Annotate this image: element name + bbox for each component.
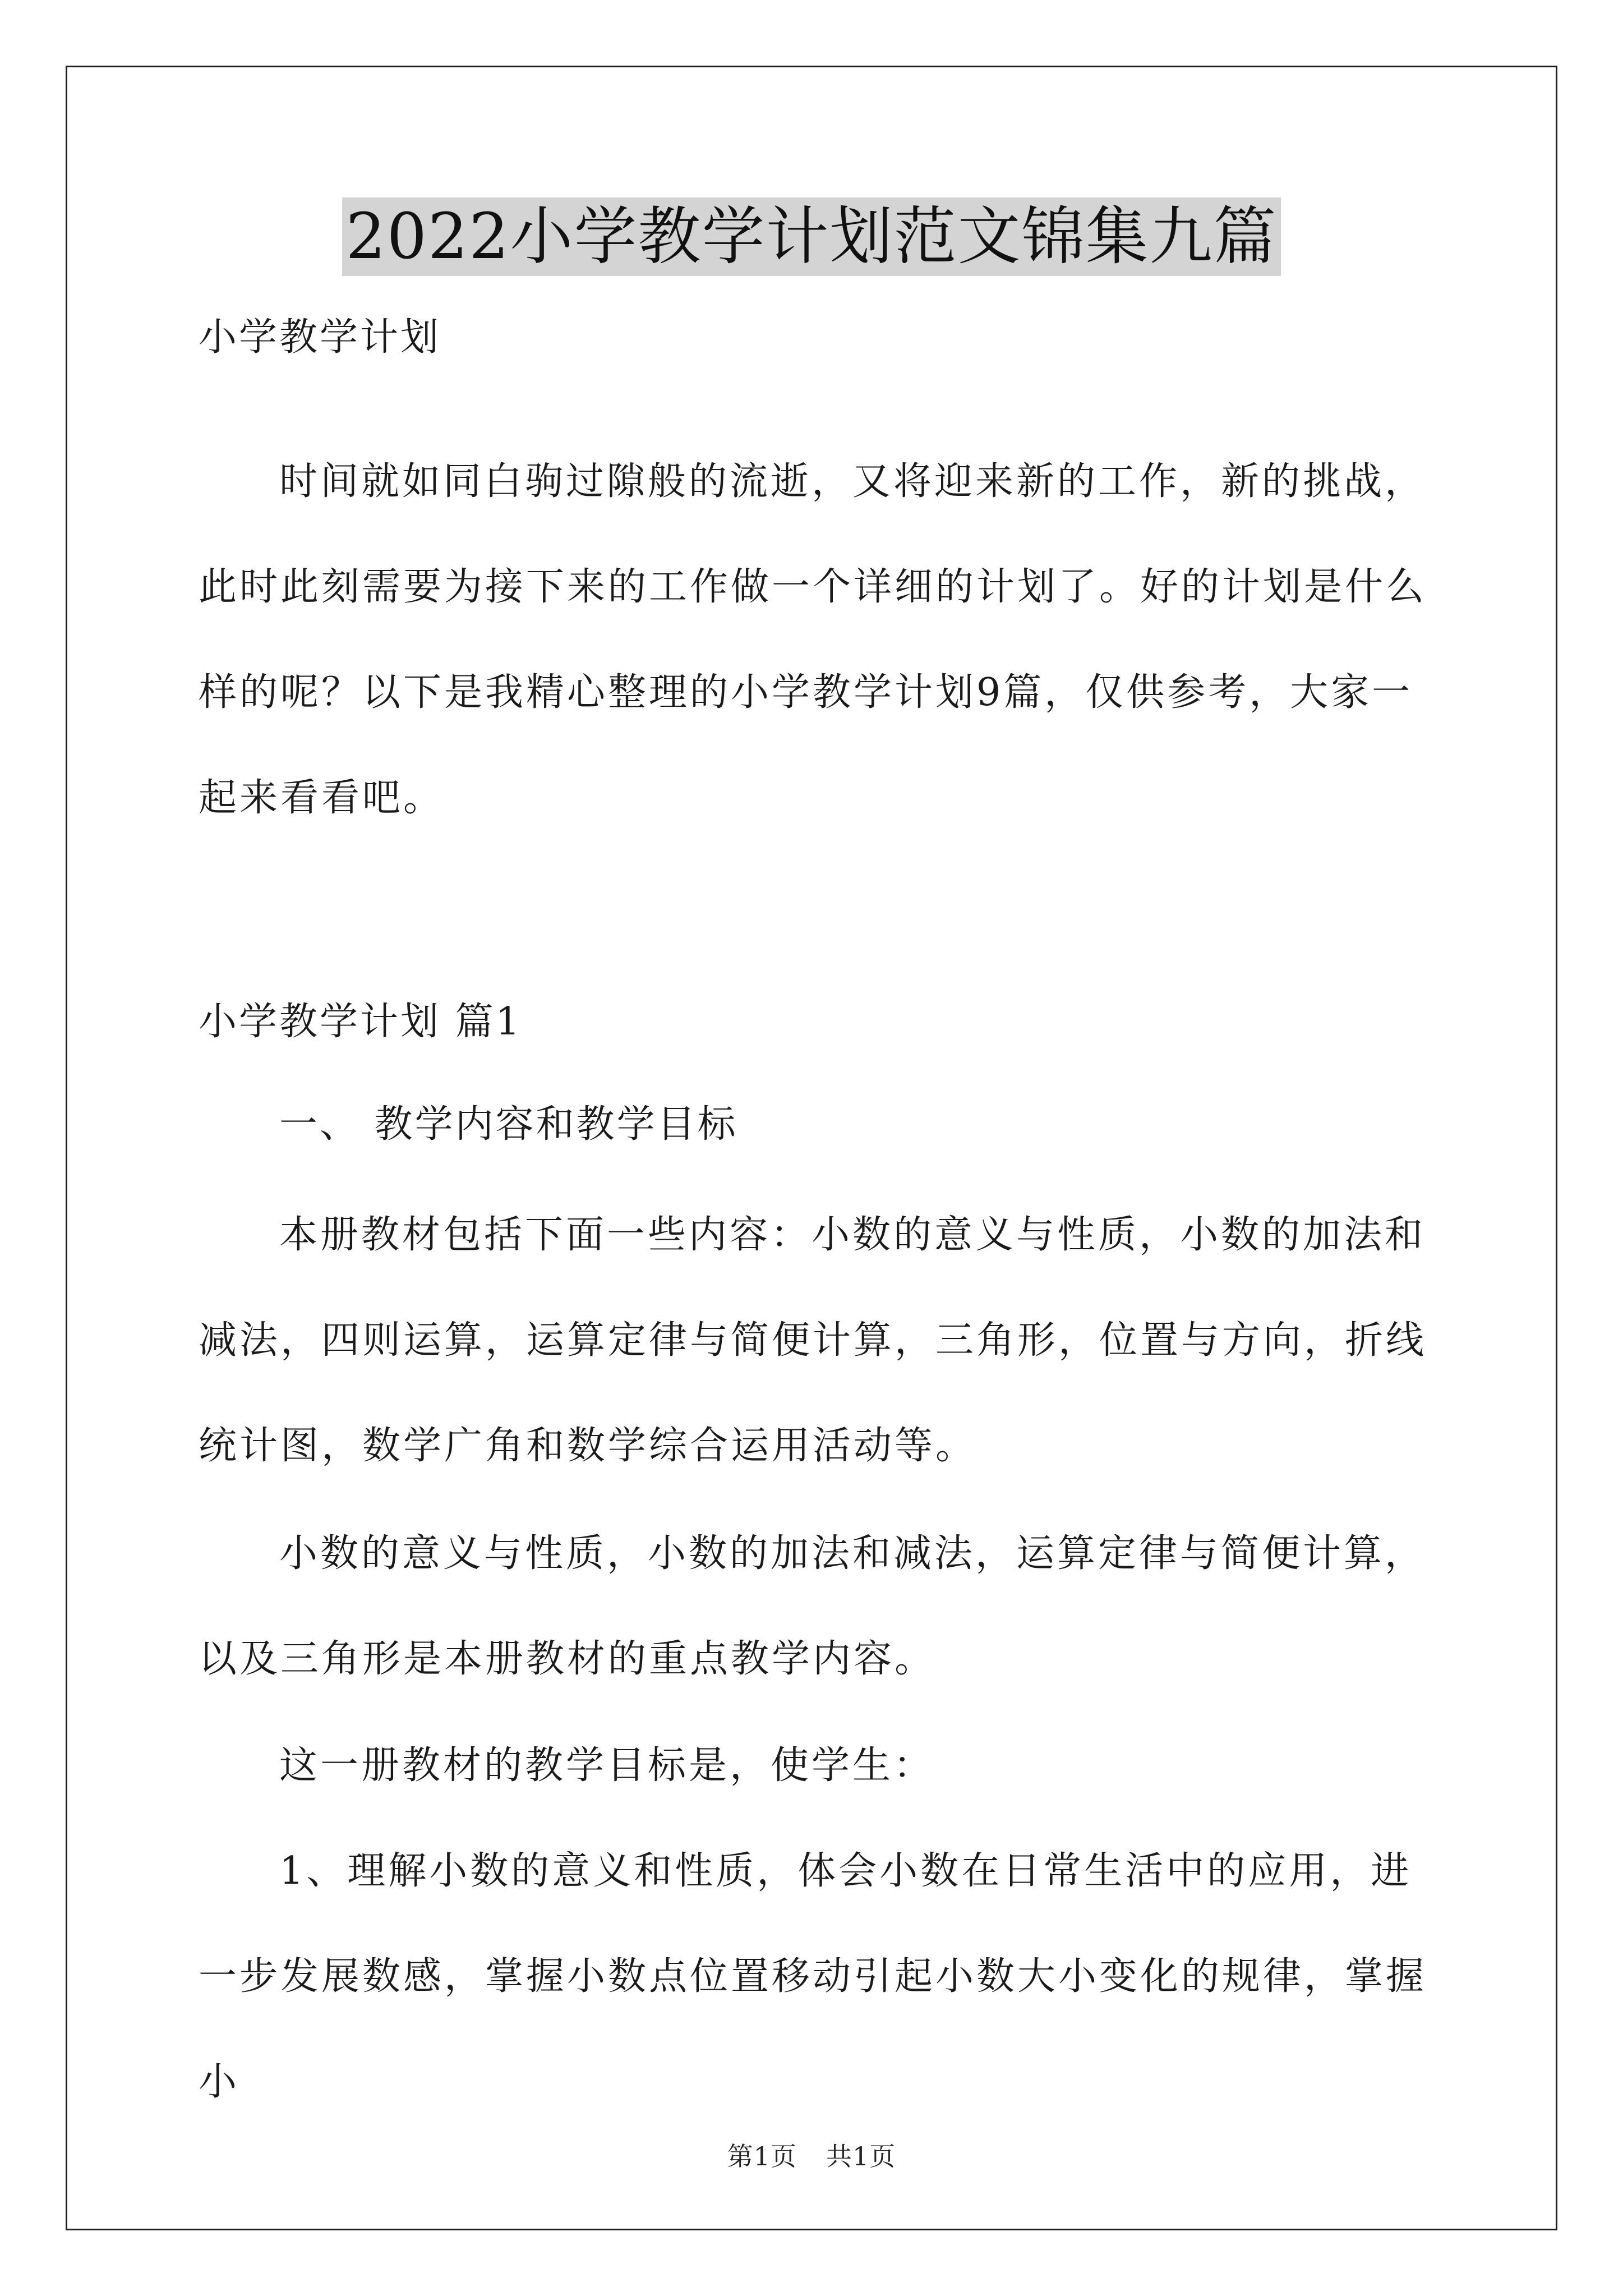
body-paragraph: 1、理解小数的意义和性质，体会小数在日常生活中的应用，进一步发展数感，掌握小数点位置移动引起小数大小变化的规律，掌握小	[199, 1849, 1427, 2104]
body-paragraph-3-block	[199, 1713, 1436, 1819]
part1-heading: 小学教学计划 篇1	[199, 1000, 522, 1044]
intro-paragraph: 时间就如同白驹过隙般的流逝，又将迎来新的工作，新的挑战，此时此刻需要为接下来的工作做一个详细的计划了。好的计划是什么样的呢？以下是我精心整理的小学教学计划9篇，仅供参考，大家一起来看看吧。	[199, 459, 1427, 820]
intro-block	[199, 429, 1436, 851]
page-footer	[0, 2136, 1623, 2173]
part1-subheading-block	[199, 1102, 1436, 1147]
page-number-current: 第1页	[727, 2141, 797, 2171]
body-paragraph: 小数的意义与性质，小数的加法和减法，运算定律与简便计算，以及三角形是本册教材的重点教学内容。	[199, 1531, 1426, 1681]
body-paragraph: 这一册教材的教学目标是，使学生：	[279, 1743, 935, 1788]
page-number-total: 共1页	[826, 2141, 896, 2171]
part1-heading-block	[199, 1000, 1436, 1045]
title-container	[0, 197, 1623, 276]
document-title: 2022小学教学计划范文锦集九篇	[342, 197, 1280, 276]
section-label: 小学教学计划	[199, 315, 441, 360]
body-paragraph-1-block	[199, 1182, 1436, 1499]
section-label-block	[199, 315, 1436, 360]
body-paragraph: 本册教材包括下面一些内容：小数的意义与性质，小数的加法和减法，四则运算，运算定律与简便计算，三角形，位置与方向，折线统计图，数学广角和数学综合运用活动等。	[199, 1213, 1427, 1468]
body-paragraph-2-block	[199, 1501, 1436, 1712]
part1-subheading: 一、 教学内容和教学目标	[279, 1102, 738, 1147]
body-paragraph-4-block	[199, 1819, 1436, 2135]
